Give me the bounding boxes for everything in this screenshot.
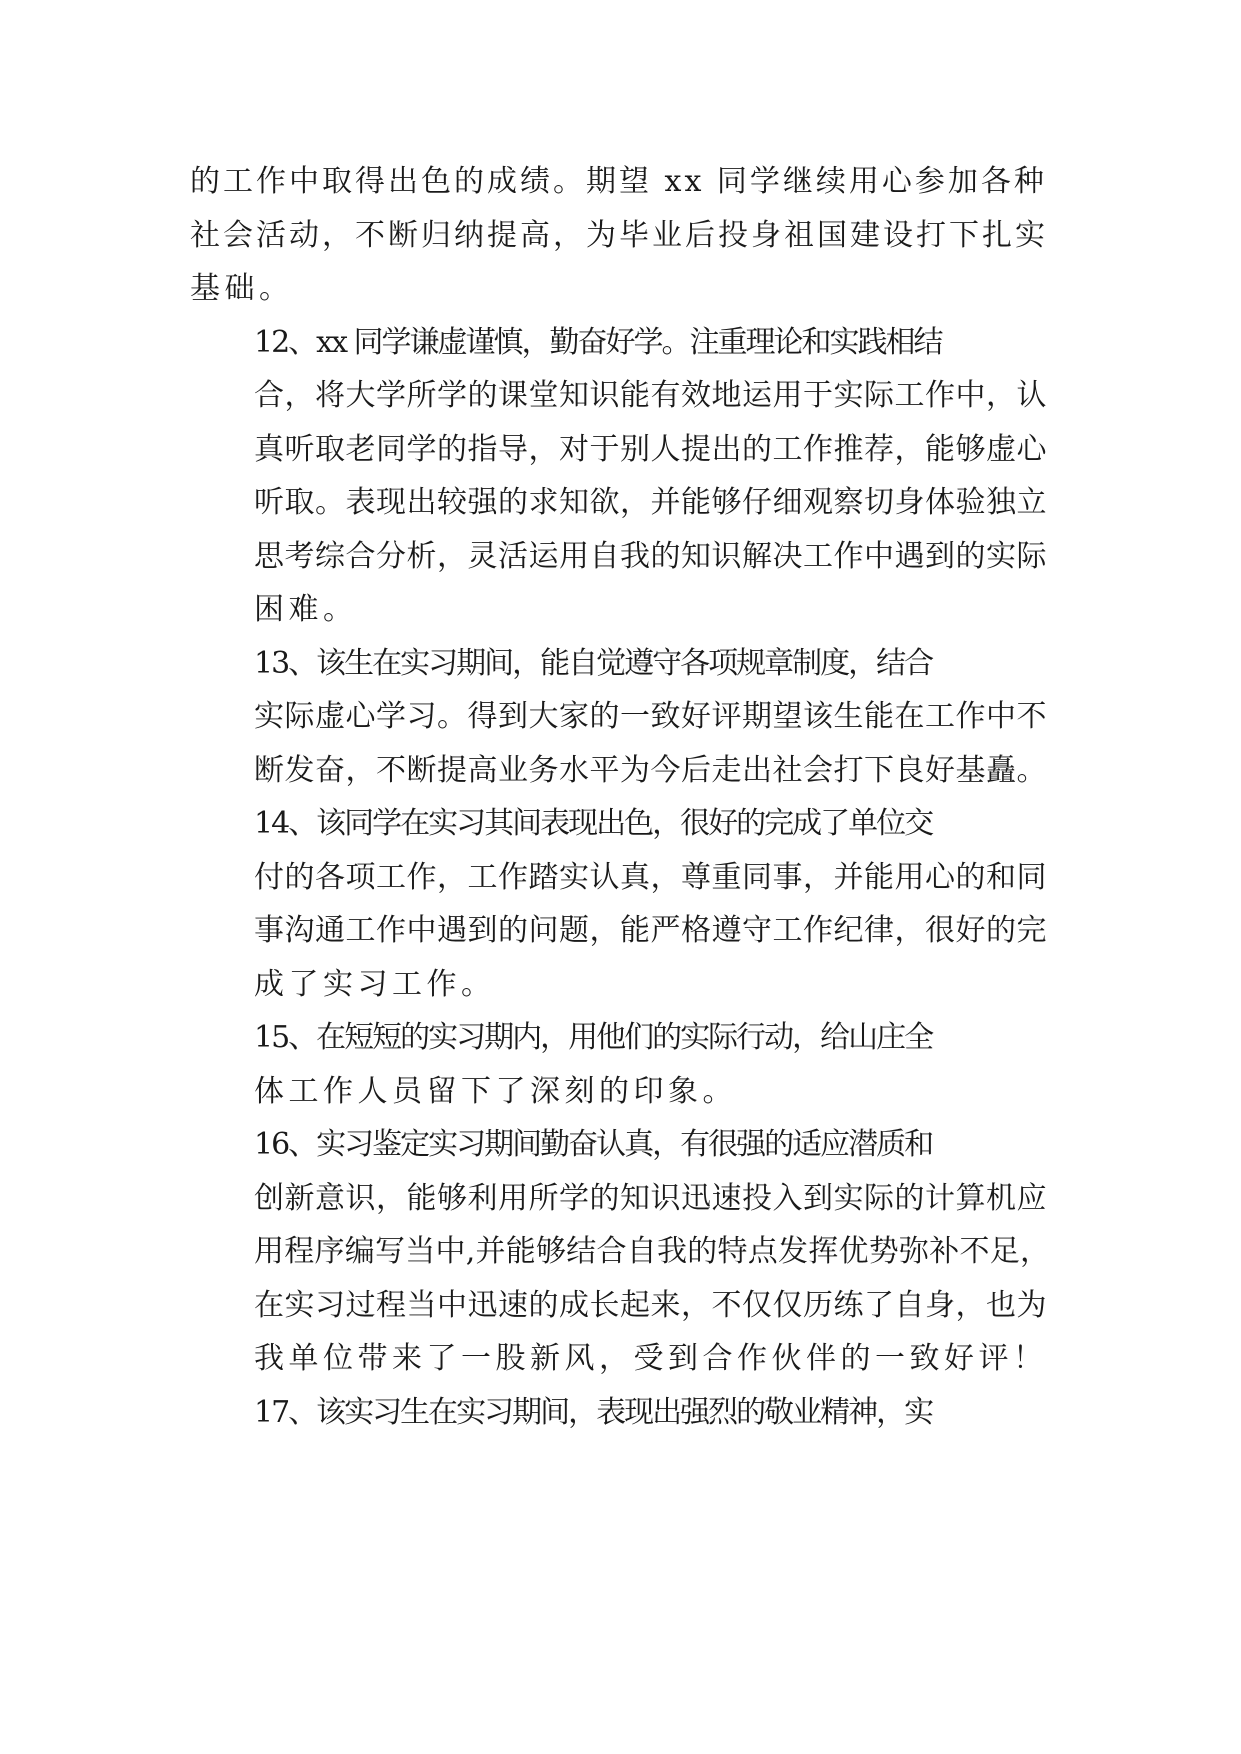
paragraph-item-12 bbox=[190, 316, 1052, 637]
text-line: 我单位带来了一股新风，受到合作伙伴的一致好评！ bbox=[254, 1341, 1048, 1376]
text-line: 听取。表现出较强的求知欲，并能够仔细观察切身体验独立 bbox=[254, 485, 1047, 520]
text-line: 断发奋，不断提高业务水平为今后走出社会打下良好基矗。 bbox=[254, 752, 1047, 788]
paragraph-item-17 bbox=[190, 1386, 1052, 1440]
text-line: 12、xx 同学谦虚谨慎，勤奋好学。注重理论和实践相结 bbox=[254, 324, 942, 360]
text-line: 合，将大学所学的课堂知识能有效地运用于实际工作中，认 bbox=[254, 378, 1047, 413]
text-line: 的工作中取得出色的成绩。期望 xx 同学继续用心参加各种 bbox=[190, 164, 1047, 199]
text-line: 创新意识，能够利用所学的知识迅速投入到实际的计算机应 bbox=[254, 1180, 1047, 1216]
document-body bbox=[190, 155, 1052, 1439]
paragraph-item-15 bbox=[190, 1011, 1052, 1118]
text-line: 17、该实习生在实习期间，表现出强烈的敬业精神，实 bbox=[254, 1394, 933, 1430]
text-line: 用程序编写当中,并能够结合自我的特点发挥优势弥补不足， bbox=[254, 1234, 1051, 1269]
text-line: 体工作人员留下了深刻的印象。 bbox=[254, 1073, 737, 1109]
paragraph-item-14 bbox=[190, 797, 1052, 1011]
text-line: 在实习过程当中迅速的成长起来，不仅仅历练了自身，也为 bbox=[254, 1287, 1047, 1323]
text-line: 事沟通工作中遇到的问题，能严格遵守工作纪律，很好的完 bbox=[254, 913, 1047, 948]
paragraph-continuation bbox=[190, 155, 1052, 316]
text-line: 15、在短短的实习期内，用他们的实际行动，给山庄全 bbox=[254, 1020, 933, 1055]
text-line: 真听取老同学的指导，对于别人提出的工作推荐，能够虚心 bbox=[254, 431, 1047, 467]
text-line: 思考综合分析，灵活运用自我的知识解决工作中遇到的实际 bbox=[254, 538, 1047, 574]
paragraph-item-13 bbox=[190, 637, 1052, 798]
paragraph-item-16 bbox=[190, 1118, 1052, 1386]
text-line: 基础。 bbox=[190, 271, 294, 306]
text-line: 成了实习工作。 bbox=[254, 966, 496, 1002]
text-line: 14、该同学在实习其间表现出色，很好的完成了单位交 bbox=[254, 806, 933, 841]
text-line: 付的各项工作，工作踏实认真，尊重同事，并能用心的和同 bbox=[254, 859, 1047, 895]
text-line: 社会活动，不断归纳提高，为毕业后投身祖国建设打下扎实 bbox=[190, 217, 1048, 253]
text-line: 实际虚心学习。得到大家的一致好评期望该生能在工作中不 bbox=[254, 699, 1047, 734]
text-line: 16、实习鉴定实习期间勤奋认真，有很强的适应潜质和 bbox=[254, 1127, 933, 1162]
text-line: 13、该生在实习期间，能自觉遵守各项规章制度，结合 bbox=[254, 645, 933, 681]
text-line: 困难。 bbox=[254, 592, 358, 627]
